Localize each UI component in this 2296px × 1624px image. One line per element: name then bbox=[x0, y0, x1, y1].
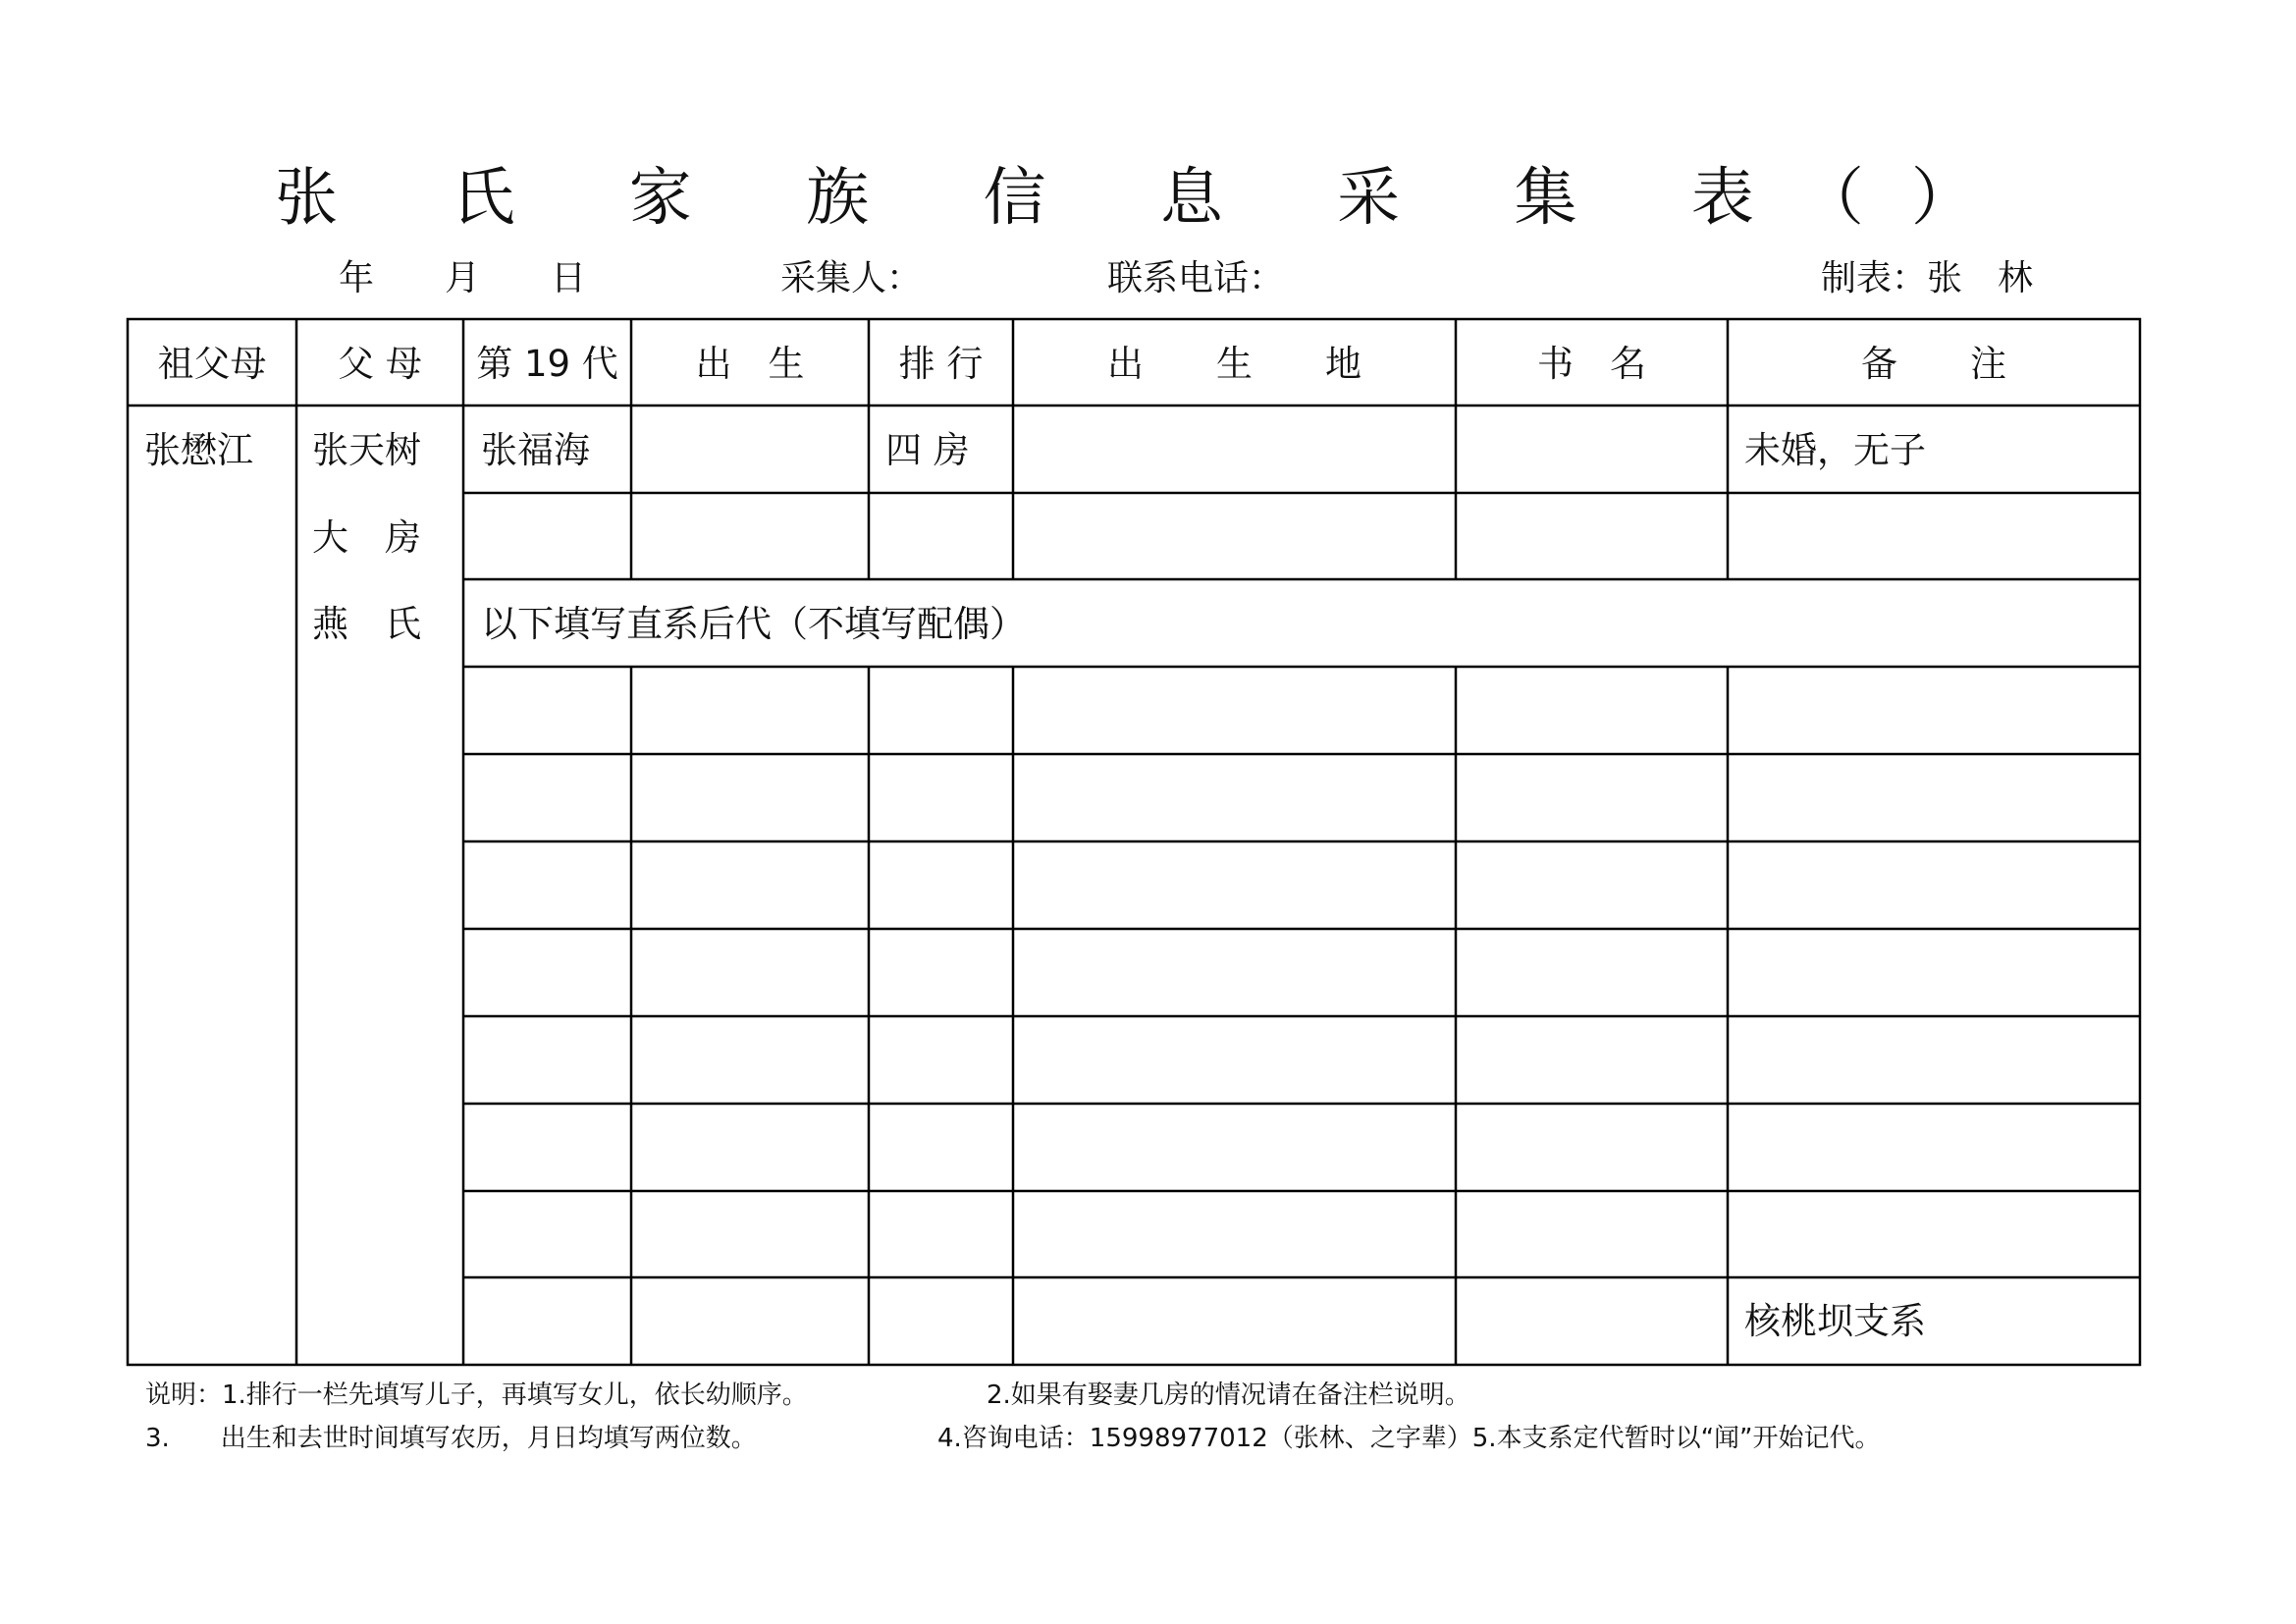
header-parents: 父 母 bbox=[338, 343, 422, 385]
person-name: 张福海 bbox=[481, 429, 590, 471]
made-by-label: 制表：张 林 bbox=[1821, 258, 2034, 298]
parent-name: 张天树 bbox=[312, 429, 421, 471]
note-1: 说明：1.排行一栏先填写儿子，再填写女儿，依长幼顺序。 bbox=[145, 1380, 808, 1410]
header-grandparents: 祖父母 bbox=[157, 343, 267, 385]
header-remarks: 备 注 bbox=[1861, 343, 2006, 385]
person-remark: 未婚，无子 bbox=[1744, 429, 1926, 471]
header-book-name: 书 名 bbox=[1537, 343, 1646, 385]
header-generation: 第 19 代 bbox=[476, 343, 618, 385]
phone-field: 联系电话： bbox=[1107, 258, 1285, 298]
date-field: 年 月 日 bbox=[339, 258, 587, 298]
header-birth: 出 生 bbox=[695, 343, 805, 385]
person-rank: 四 房 bbox=[885, 429, 970, 471]
grandparent-name: 张懋江 bbox=[144, 429, 253, 471]
parent-spouse: 燕 氏 bbox=[312, 603, 421, 645]
collector-field: 采集人： bbox=[780, 258, 923, 298]
parent-branch: 大 房 bbox=[312, 516, 421, 559]
header-rank: 排 行 bbox=[898, 343, 984, 385]
page-title: 张 氏 家 族 信 息 采 集 表（） bbox=[275, 162, 2021, 235]
note-4: 4.咨询电话：15998977012（张林、之字辈）5.本支系定代暂时以“闻”开始记代。 bbox=[937, 1424, 1881, 1453]
note-3: 3. 出生和去世时间填写农历，月日均填写两位数。 bbox=[145, 1424, 757, 1453]
note-2: 2.如果有娶妻几房的情况请在备注栏说明。 bbox=[987, 1380, 1470, 1410]
descendants-note: 以下填写直系后代（不填写配偶） bbox=[481, 603, 1026, 645]
branch-label: 核桃坝支系 bbox=[1744, 1300, 1926, 1342]
header-birthplace: 出 生 地 bbox=[1107, 343, 1362, 385]
